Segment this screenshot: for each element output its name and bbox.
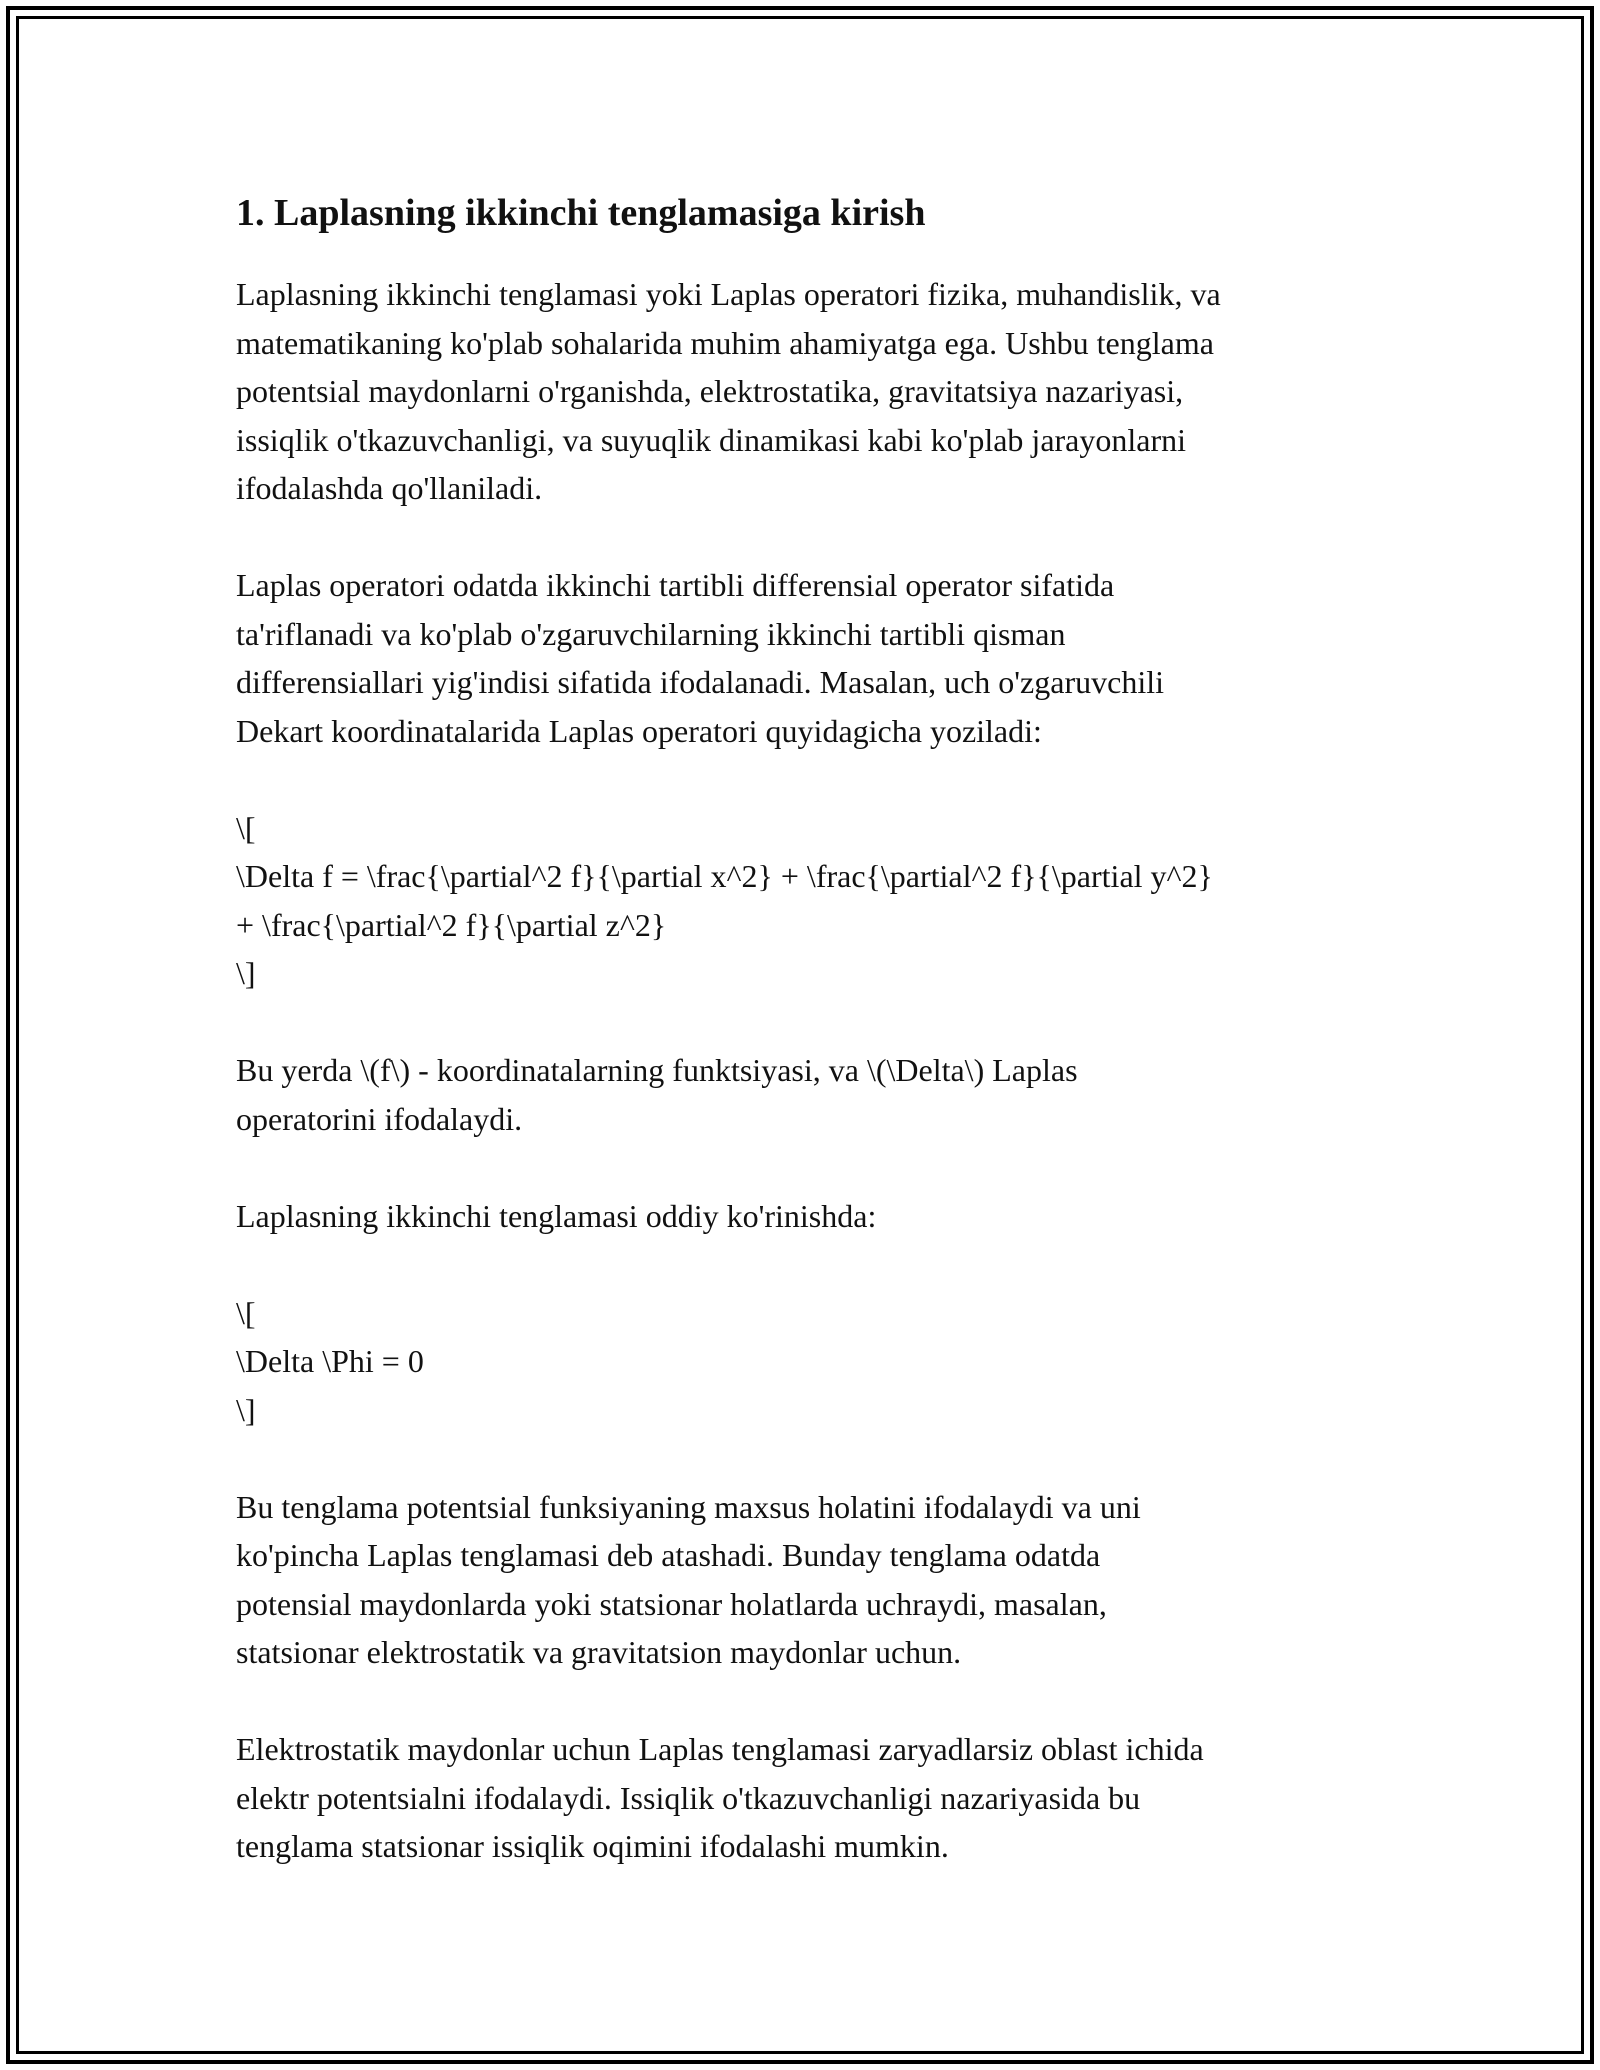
paragraph-intro (236, 270, 1366, 513)
text-line: operatorini ifodalaydi. (236, 1100, 523, 1137)
text-line: matematikaning ko'plab sohalarida muhim ahamiyatga ega. Ushbu tenglama (236, 324, 1214, 361)
formula-line: \Delta \Phi = 0 (236, 1343, 424, 1379)
paragraph-operator-definition (236, 561, 1366, 755)
formula-line: \[ (236, 809, 256, 846)
formula-line: \] (236, 1391, 256, 1428)
text-line: Dekart koordinatalarida Laplas operatori quyidagicha yoziladi: (236, 712, 1042, 749)
text-line: ko'pincha Laplas tenglamasi deb atashadi. Bunday tenglama odatda (236, 1537, 1101, 1573)
formula-laplace-equation (236, 1289, 1366, 1435)
paragraph-potential-function (236, 1483, 1366, 1677)
text-line: Elektrostatik maydonlar uchun Laplas tenglamasi zaryadlarsiz oblast ichida (236, 1731, 1204, 1767)
text-line: differensiallari yig'indisi sifatida ifodalanadi. Masalan, uch o'zgaruvchili (236, 664, 1164, 700)
text-line: ta'riflanadi va ko'plab o'zgaruvchilarning ikkinchi tartibli qisman (236, 615, 1066, 652)
text-line: Laplasning ikkinchi tenglamasi yoki Laplas operatori fizika, muhandislik, va (236, 276, 1221, 312)
text-line: Laplas operatori odatda ikkinchi tartibli differensial operator sifatida (236, 567, 1115, 603)
text-line: issiqlik o'tkazuvchanligi, va suyuqlik dinamikasi kabi ko'plab jarayonlarni (236, 421, 1187, 458)
text-line: potensial maydonlarda yoki statsionar holatlarda uchraydi, masalan, (236, 1585, 1107, 1622)
text-line: Bu tenglama potentsial funksiyaning maxsus holatini ifodalaydi va uni (236, 1488, 1141, 1525)
paragraph-simple-form (236, 1192, 1366, 1241)
section-heading: 1. Laplasning ikkinchi tenglamasiga kirish (236, 192, 926, 234)
text-line: elektr potentsialni ifodalaydi. Issiqlik o'tkazuvchanligi nazariyasida bu (236, 1779, 1141, 1816)
paragraph-variables (236, 1046, 1366, 1143)
text-line: tenglama statsionar issiqlik oqimini ifodalashi mumkin. (236, 1828, 949, 1864)
text-line: Laplasning ikkinchi tenglamasi oddiy ko'rinishda: (236, 1197, 877, 1234)
document-body (236, 185, 1366, 1871)
formula-line: \] (236, 955, 256, 991)
paragraph-electrostatic (236, 1725, 1366, 1871)
formula-laplace-operator (236, 804, 1366, 998)
text-line: statsionar elektrostatik va gravitatsion maydonlar uchun. (236, 1634, 962, 1670)
text-line: potentsial maydonlarni o'rganishda, elektrostatika, gravitatsiya nazariyasi, (236, 373, 1184, 409)
text-line: Bu yerda \(f\) - koordinatalarning funktsiyasi, va \(\Delta\) Laplas (236, 1052, 1078, 1088)
text-line: ifodalashda qo'llaniladi. (236, 470, 543, 506)
formula-line: \[ (236, 1294, 256, 1331)
formula-line: \Delta f = \frac{\partial^2 f}{\partial x^2} + \frac{\partial^2 f}{\partial y^2} (236, 858, 1213, 894)
formula-line: + \frac{\partial^2 f}{\partial z^2} (236, 906, 667, 943)
